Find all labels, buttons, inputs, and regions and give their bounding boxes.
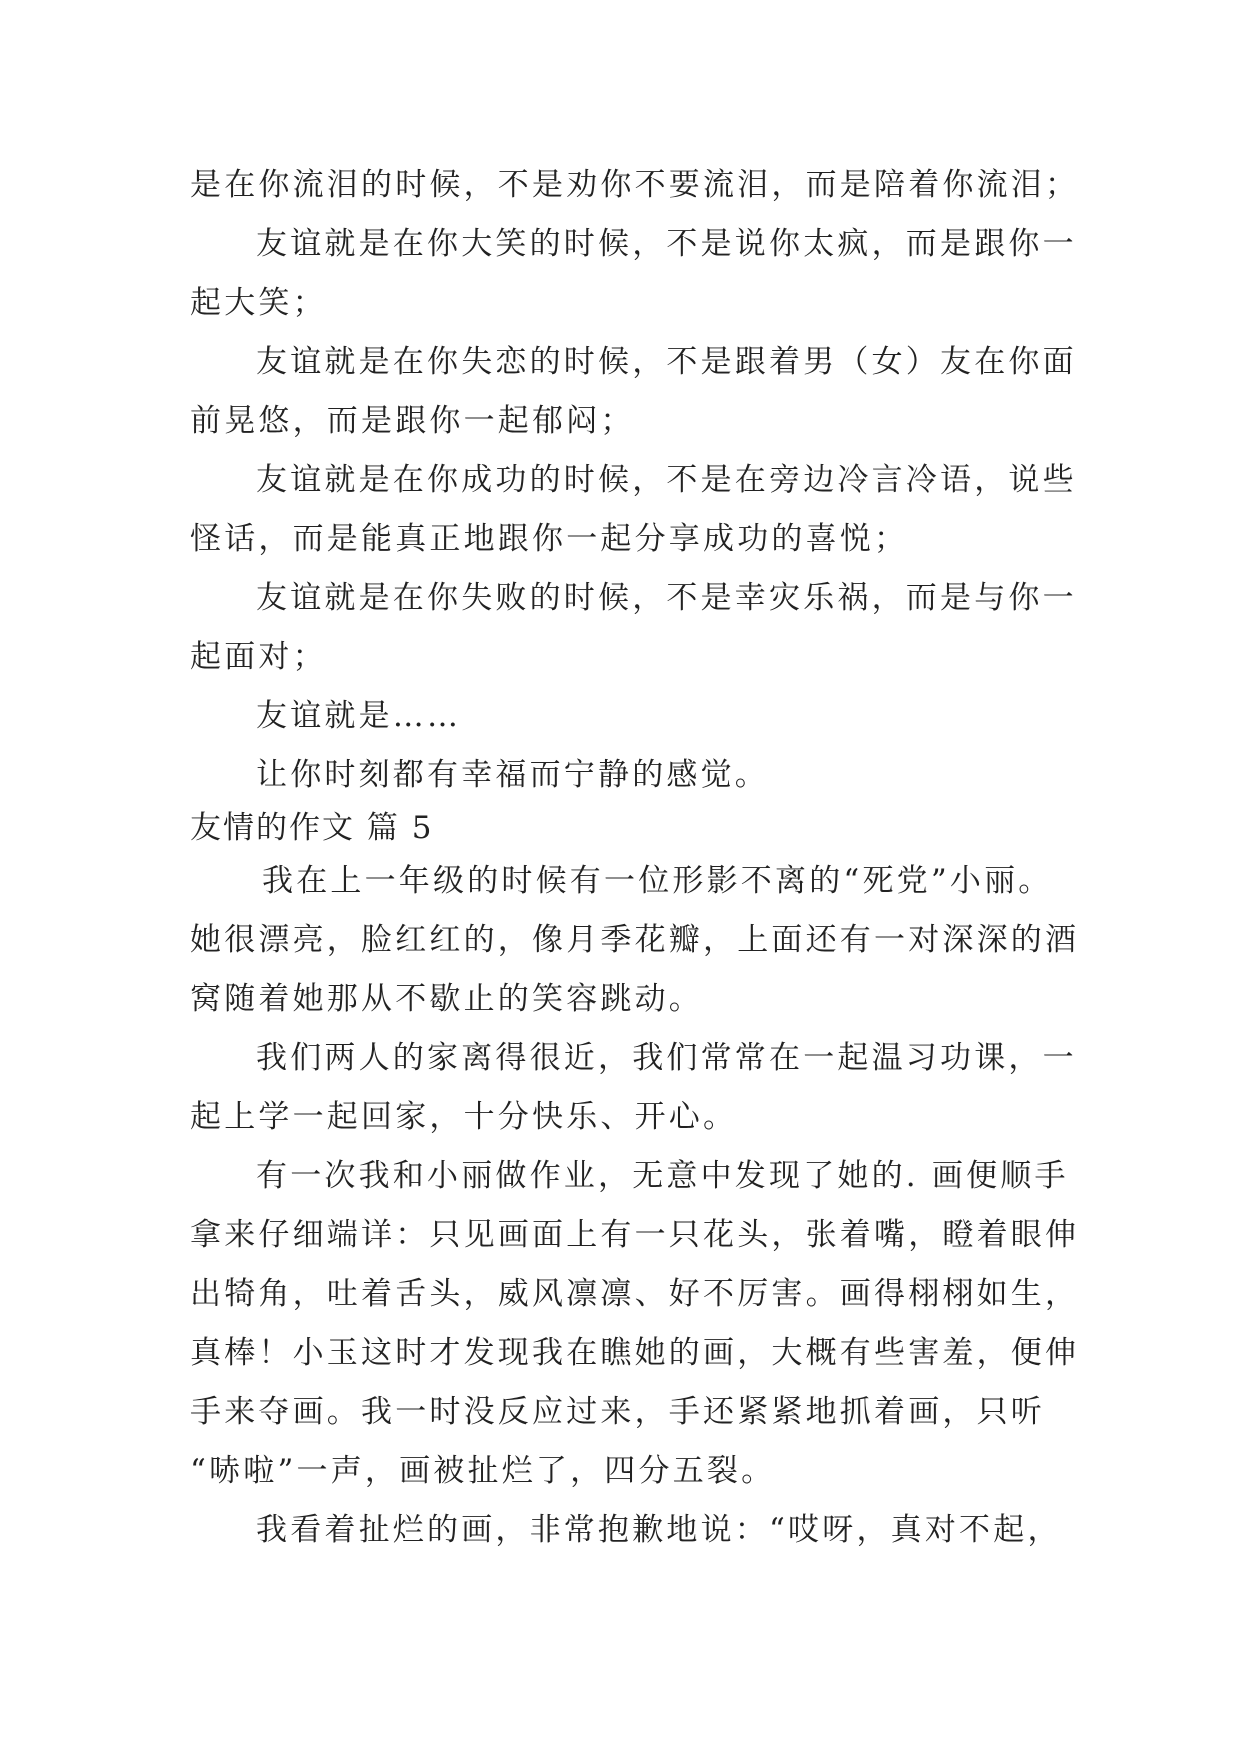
text-line: 起面对； [190,639,327,675]
text-line: “哧啦”一声，画被扯烂了，四分五裂。 [190,1453,776,1489]
text-line: 出犄角，吐着舌头，威风凛凛、好不厉害。画得栩栩如生， [190,1276,1080,1312]
text-line: 怪话，而是能真正地跟你一起分享成功的喜悦； [190,521,909,557]
text-line: 起上学一起回家，十分快乐、开心。 [190,1099,738,1135]
text-line: 我在上一年级的时候有一位形影不离的“死党”小丽。 [262,863,1053,899]
text-line: 友谊就是在你成功的时候，不是在旁边冷言冷语，说些 [256,462,1077,498]
text-line: 友谊就是在你大笑的时候，不是说你太疯，而是跟你一 [256,226,1077,262]
text-line: 前晃悠，而是跟你一起郁闷； [190,403,635,439]
text-line: 手来夺画。我一时没反应过来，手还紧紧地抓着画，只听 [190,1394,1045,1430]
text-line: 拿来仔细端详：只见画面上有一只花头，张着嘴，瞪着眼伸 [190,1217,1080,1253]
text-line: 有一次我和小丽做作业，无意中发现了她的. 画便顺手 [256,1158,1069,1194]
text-line: 我们两人的家离得很近，我们常常在一起温习功课，一 [256,1040,1077,1076]
text-line: 友谊就是…… [256,698,462,734]
text-line: 窝随着她那从不歇止的笑容跳动。 [190,981,703,1017]
section-heading: 友情的作文 篇 5 [190,810,434,846]
text-line: 我看着扯烂的画，非常抱歉地说：“哎呀，真对不起， [256,1512,1062,1548]
text-line: 真棒！小玉这时才发现我在瞧她的画，大概有些害羞，便伸 [190,1335,1080,1371]
text-line: 让你时刻都有幸福而宁静的感觉。 [256,757,769,793]
text-line: 起大笑； [190,285,327,321]
text-line: 友谊就是在你失恋的时候，不是跟着男（女）友在你面 [256,344,1077,380]
text-line: 友谊就是在你失败的时候，不是幸灾乐祸，而是与你一 [256,580,1077,616]
text-line: 是在你流泪的时候，不是劝你不要流泪，而是陪着你流泪； [190,167,1080,203]
text-line: 她很漂亮，脸红红的，像月季花瓣，上面还有一对深深的酒 [190,922,1080,958]
